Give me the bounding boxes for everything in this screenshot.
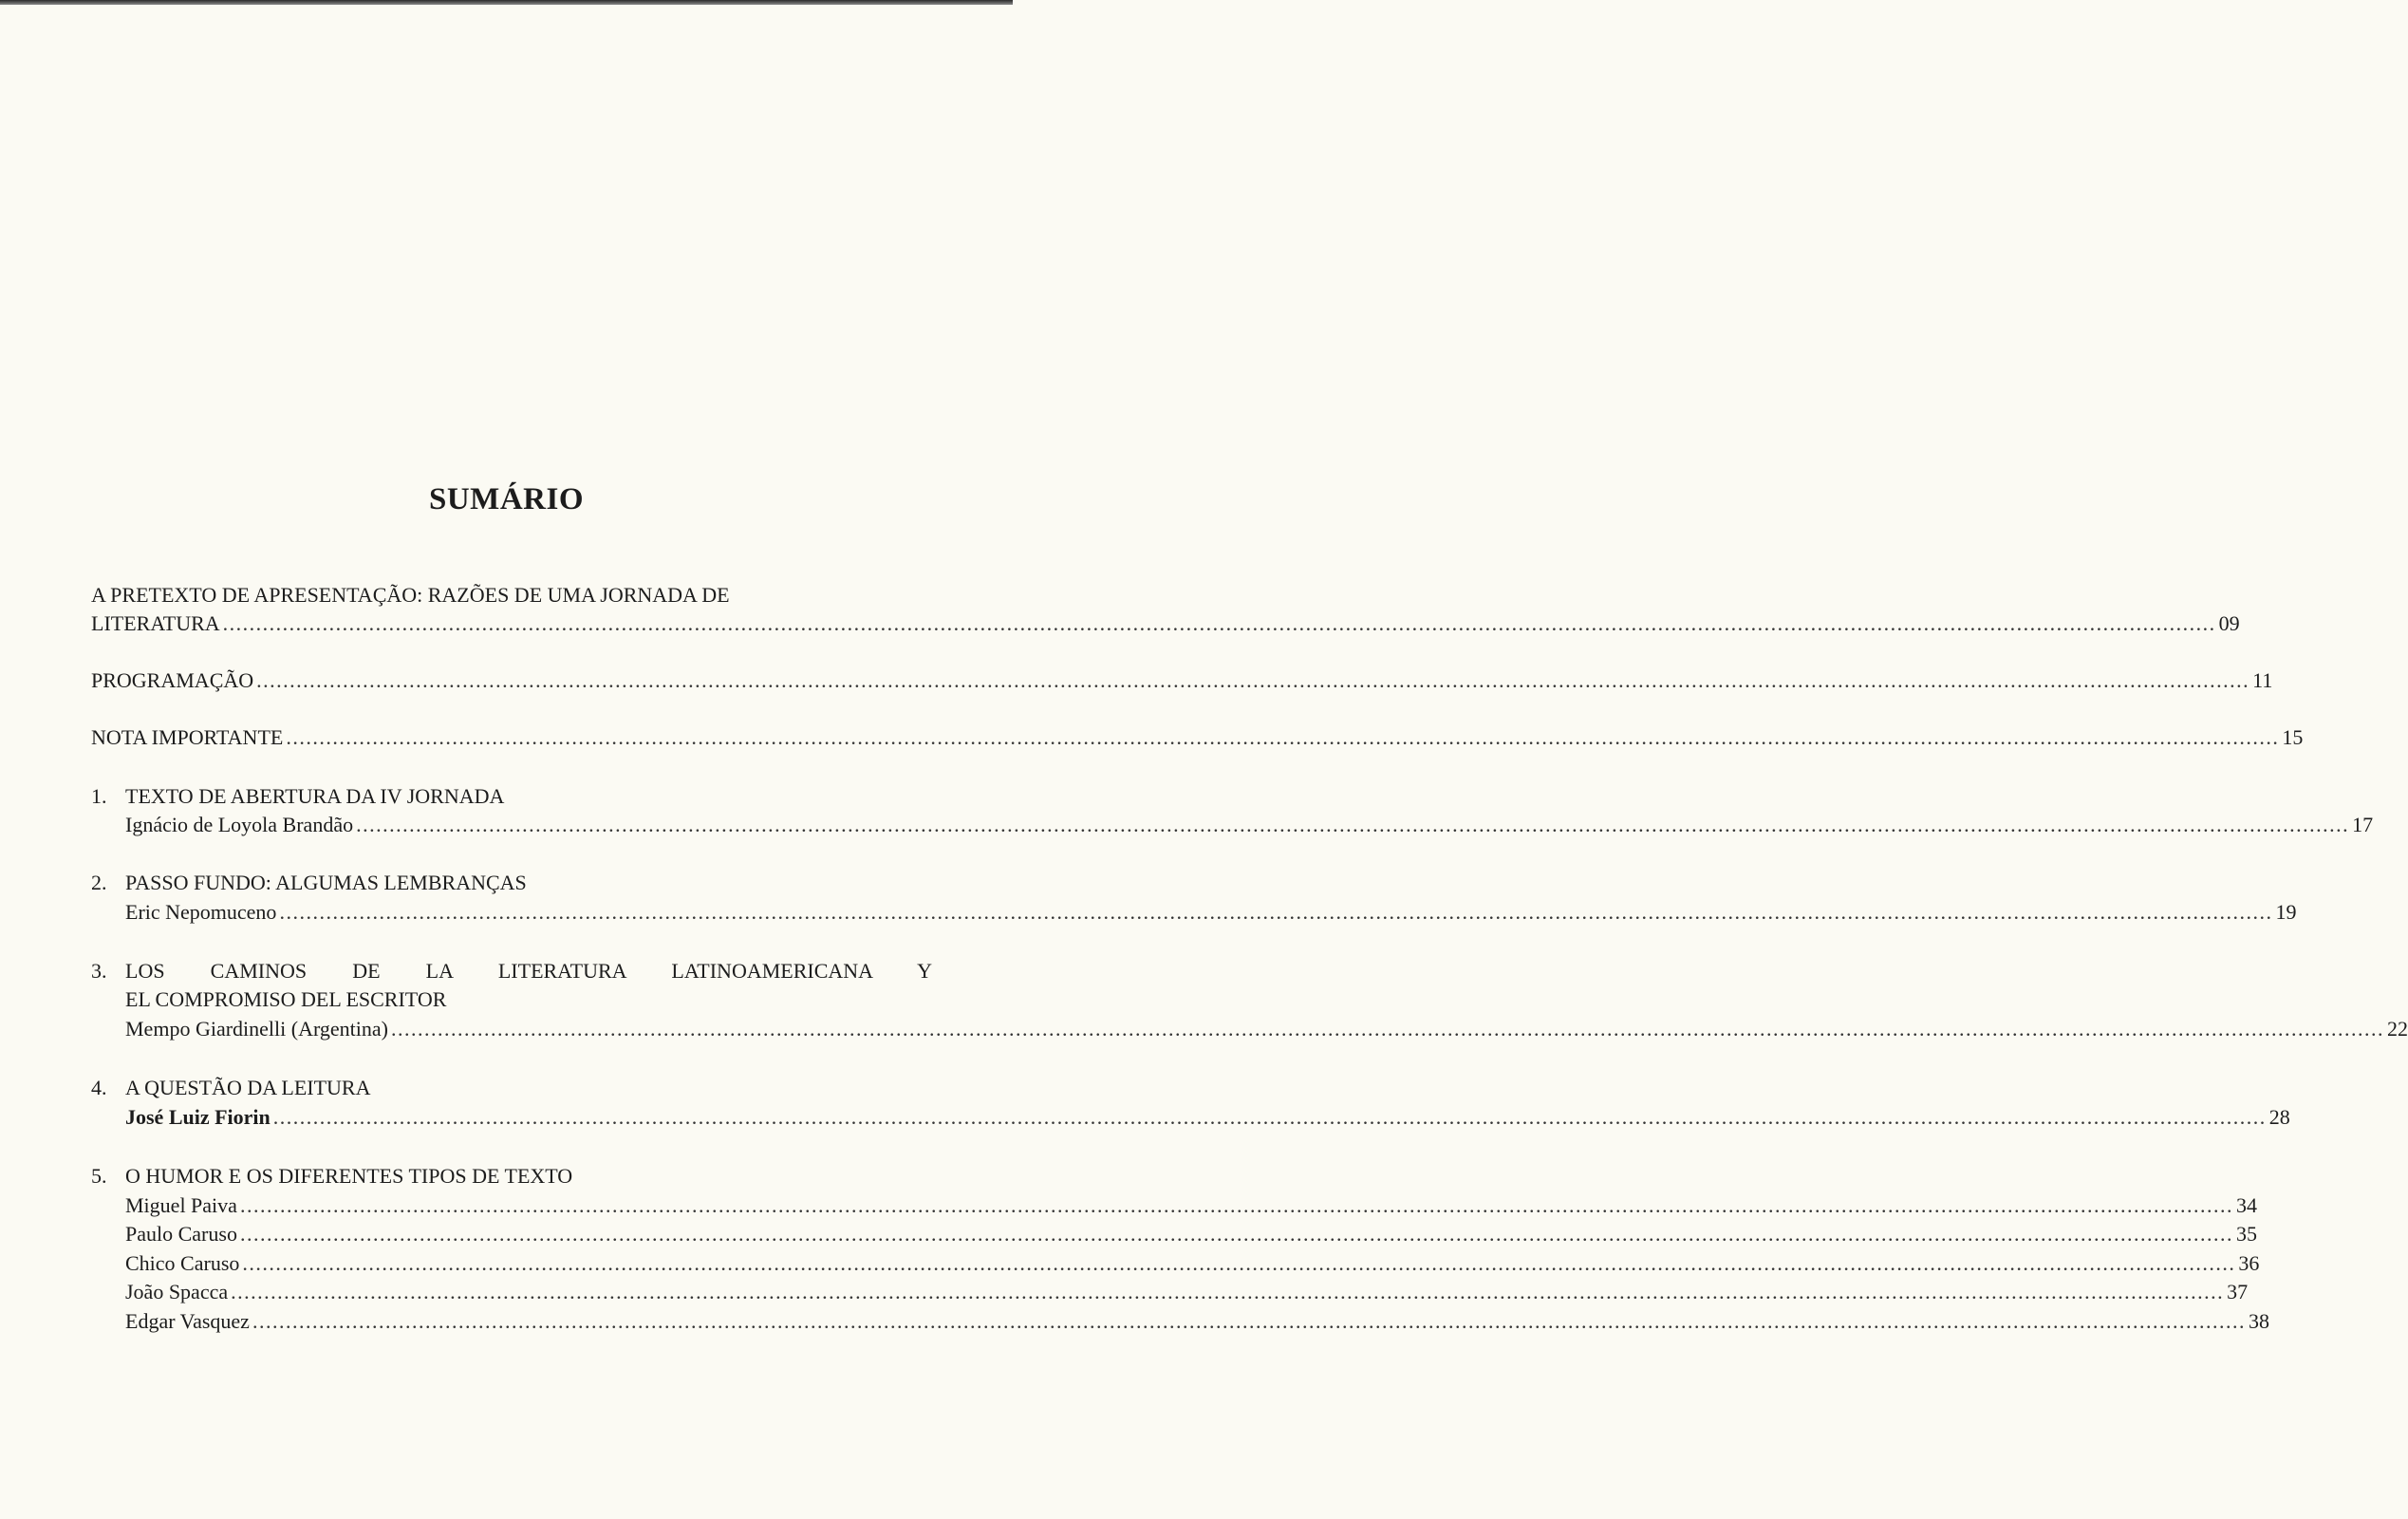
toc-chapter-heading (91, 1162, 932, 1191)
chapter-title: A QUESTÃO DA LEITURA (125, 1076, 371, 1099)
dot-leader: ............................................................................................................................................................................................................................................................................................................ (356, 813, 2350, 836)
chapter-number: 2. (91, 871, 107, 894)
toc-entry-leader-line (91, 609, 2240, 638)
dot-leader: ............................................................................................................................................................................................................................................................................................................ (231, 1280, 2225, 1303)
chapter-title-word: LA (425, 959, 453, 983)
page-number: 19 (2275, 900, 2297, 924)
chapter-title-word: LITERATURA (497, 959, 626, 983)
toc-chapter-heading (91, 782, 932, 811)
dot-leader: ............................................................................................................................................................................................................................................................................................................ (256, 668, 2250, 692)
author-name: Paulo Caruso (125, 1222, 237, 1246)
author-name: João Spacca (125, 1280, 229, 1303)
dot-leader: ............................................................................................................................................................................................................................................................................................................ (252, 1309, 2246, 1333)
toc-entry-title-cont: LITERATURA (91, 611, 220, 635)
dot-leader: ............................................................................................................................................................................................................................................................................................................ (286, 725, 2280, 749)
toc-chapter-heading (91, 869, 932, 897)
toc-entry-leader-line (91, 723, 2304, 752)
page-number: 22 (2386, 1017, 2408, 1041)
toc-author-line (125, 1220, 2257, 1248)
page-number: 37 (2227, 1280, 2249, 1303)
toc-chapter-heading-cont (91, 985, 932, 1014)
page-number: 15 (2282, 725, 2304, 749)
toc-entry-title: A PRETEXTO DE APRESENTAÇÃO: RAZÕES DE UMA JORNADA DE (91, 583, 730, 607)
toc-author-line (125, 898, 2297, 927)
page-number: 38 (2248, 1309, 2269, 1333)
chapter-title: TEXTO DE ABERTURA DA IV JORNADA (125, 784, 505, 808)
author-name: Ignácio de Loyola Brandão (125, 813, 354, 836)
toc-author-line (125, 1191, 2257, 1220)
toc-author-line (125, 1015, 2408, 1043)
page-number: 35 (2235, 1222, 2257, 1246)
toc-chapter-heading (91, 1074, 932, 1102)
page-number: 34 (2235, 1193, 2257, 1217)
toc-author-line (125, 1278, 2249, 1306)
chapter-title-word: LOS (125, 959, 165, 983)
page-title: SUMÁRIO (428, 482, 584, 516)
toc-author-line (125, 1307, 2269, 1336)
dot-leader: ............................................................................................................................................................................................................................................................................................................ (239, 1193, 2233, 1217)
toc-entry-leader-line (91, 666, 2273, 695)
toc-entry-title-line (91, 581, 932, 609)
author-name: Miguel Paiva (125, 1193, 237, 1217)
author-name: José Luiz Fiorin (125, 1105, 271, 1129)
chapter-number: 1. (91, 784, 107, 808)
toc-author-line (125, 811, 2374, 839)
author-name: Edgar Vasquez (125, 1309, 250, 1333)
chapter-title-word: CAMINOS (210, 959, 308, 983)
chapter-title-word: LATINOAMERICANA (671, 959, 872, 983)
toc-author-line (125, 1103, 2290, 1132)
dot-leader: ............................................................................................................................................................................................................................................................................................................ (222, 611, 2216, 635)
page-number: 17 (2352, 813, 2374, 836)
dot-leader: ............................................................................................................................................................................................................................................................................................................ (279, 900, 2273, 924)
page-top-edge (0, 0, 1013, 5)
chapter-title-word: DE (352, 959, 381, 983)
page-number: 11 (2252, 668, 2273, 692)
page-number: 28 (2268, 1105, 2290, 1129)
dot-leader: ............................................................................................................................................................................................................................................................................................................ (239, 1222, 2233, 1246)
dot-leader: ............................................................................................................................................................................................................................................................................................................ (242, 1251, 2236, 1275)
chapter-title-word: Y (917, 959, 933, 983)
page-number: 36 (2238, 1251, 2260, 1275)
chapter-title: PASSO FUNDO: ALGUMAS LEMBRANÇAS (125, 871, 527, 894)
toc-chapter-heading (91, 957, 932, 985)
page-number: 09 (2218, 611, 2240, 635)
author-name: Eric Nepomuceno (125, 900, 277, 924)
toc-entry-title: PROGRAMAÇÃO (91, 668, 254, 692)
chapter-number: 5. (91, 1164, 107, 1188)
chapter-title: O HUMOR E OS DIFERENTES TIPOS DE TEXTO (125, 1164, 573, 1188)
author-name: Chico Caruso (125, 1251, 240, 1275)
chapter-title-line-1 (125, 957, 932, 985)
toc-entry-title: NOTA IMPORTANTE (91, 725, 284, 749)
dot-leader: ............................................................................................................................................................................................................................................................................................................ (390, 1017, 2384, 1041)
author-name: Mempo Giardinelli (Argentina) (125, 1017, 388, 1041)
dot-leader: ............................................................................................................................................................................................................................................................................................................ (272, 1105, 2267, 1129)
chapter-number: 3. (91, 959, 107, 983)
chapter-number: 4. (91, 1076, 107, 1099)
toc-author-line (125, 1249, 2260, 1278)
chapter-title-line-2: EL COMPROMISO DEL ESCRITOR (125, 987, 447, 1011)
